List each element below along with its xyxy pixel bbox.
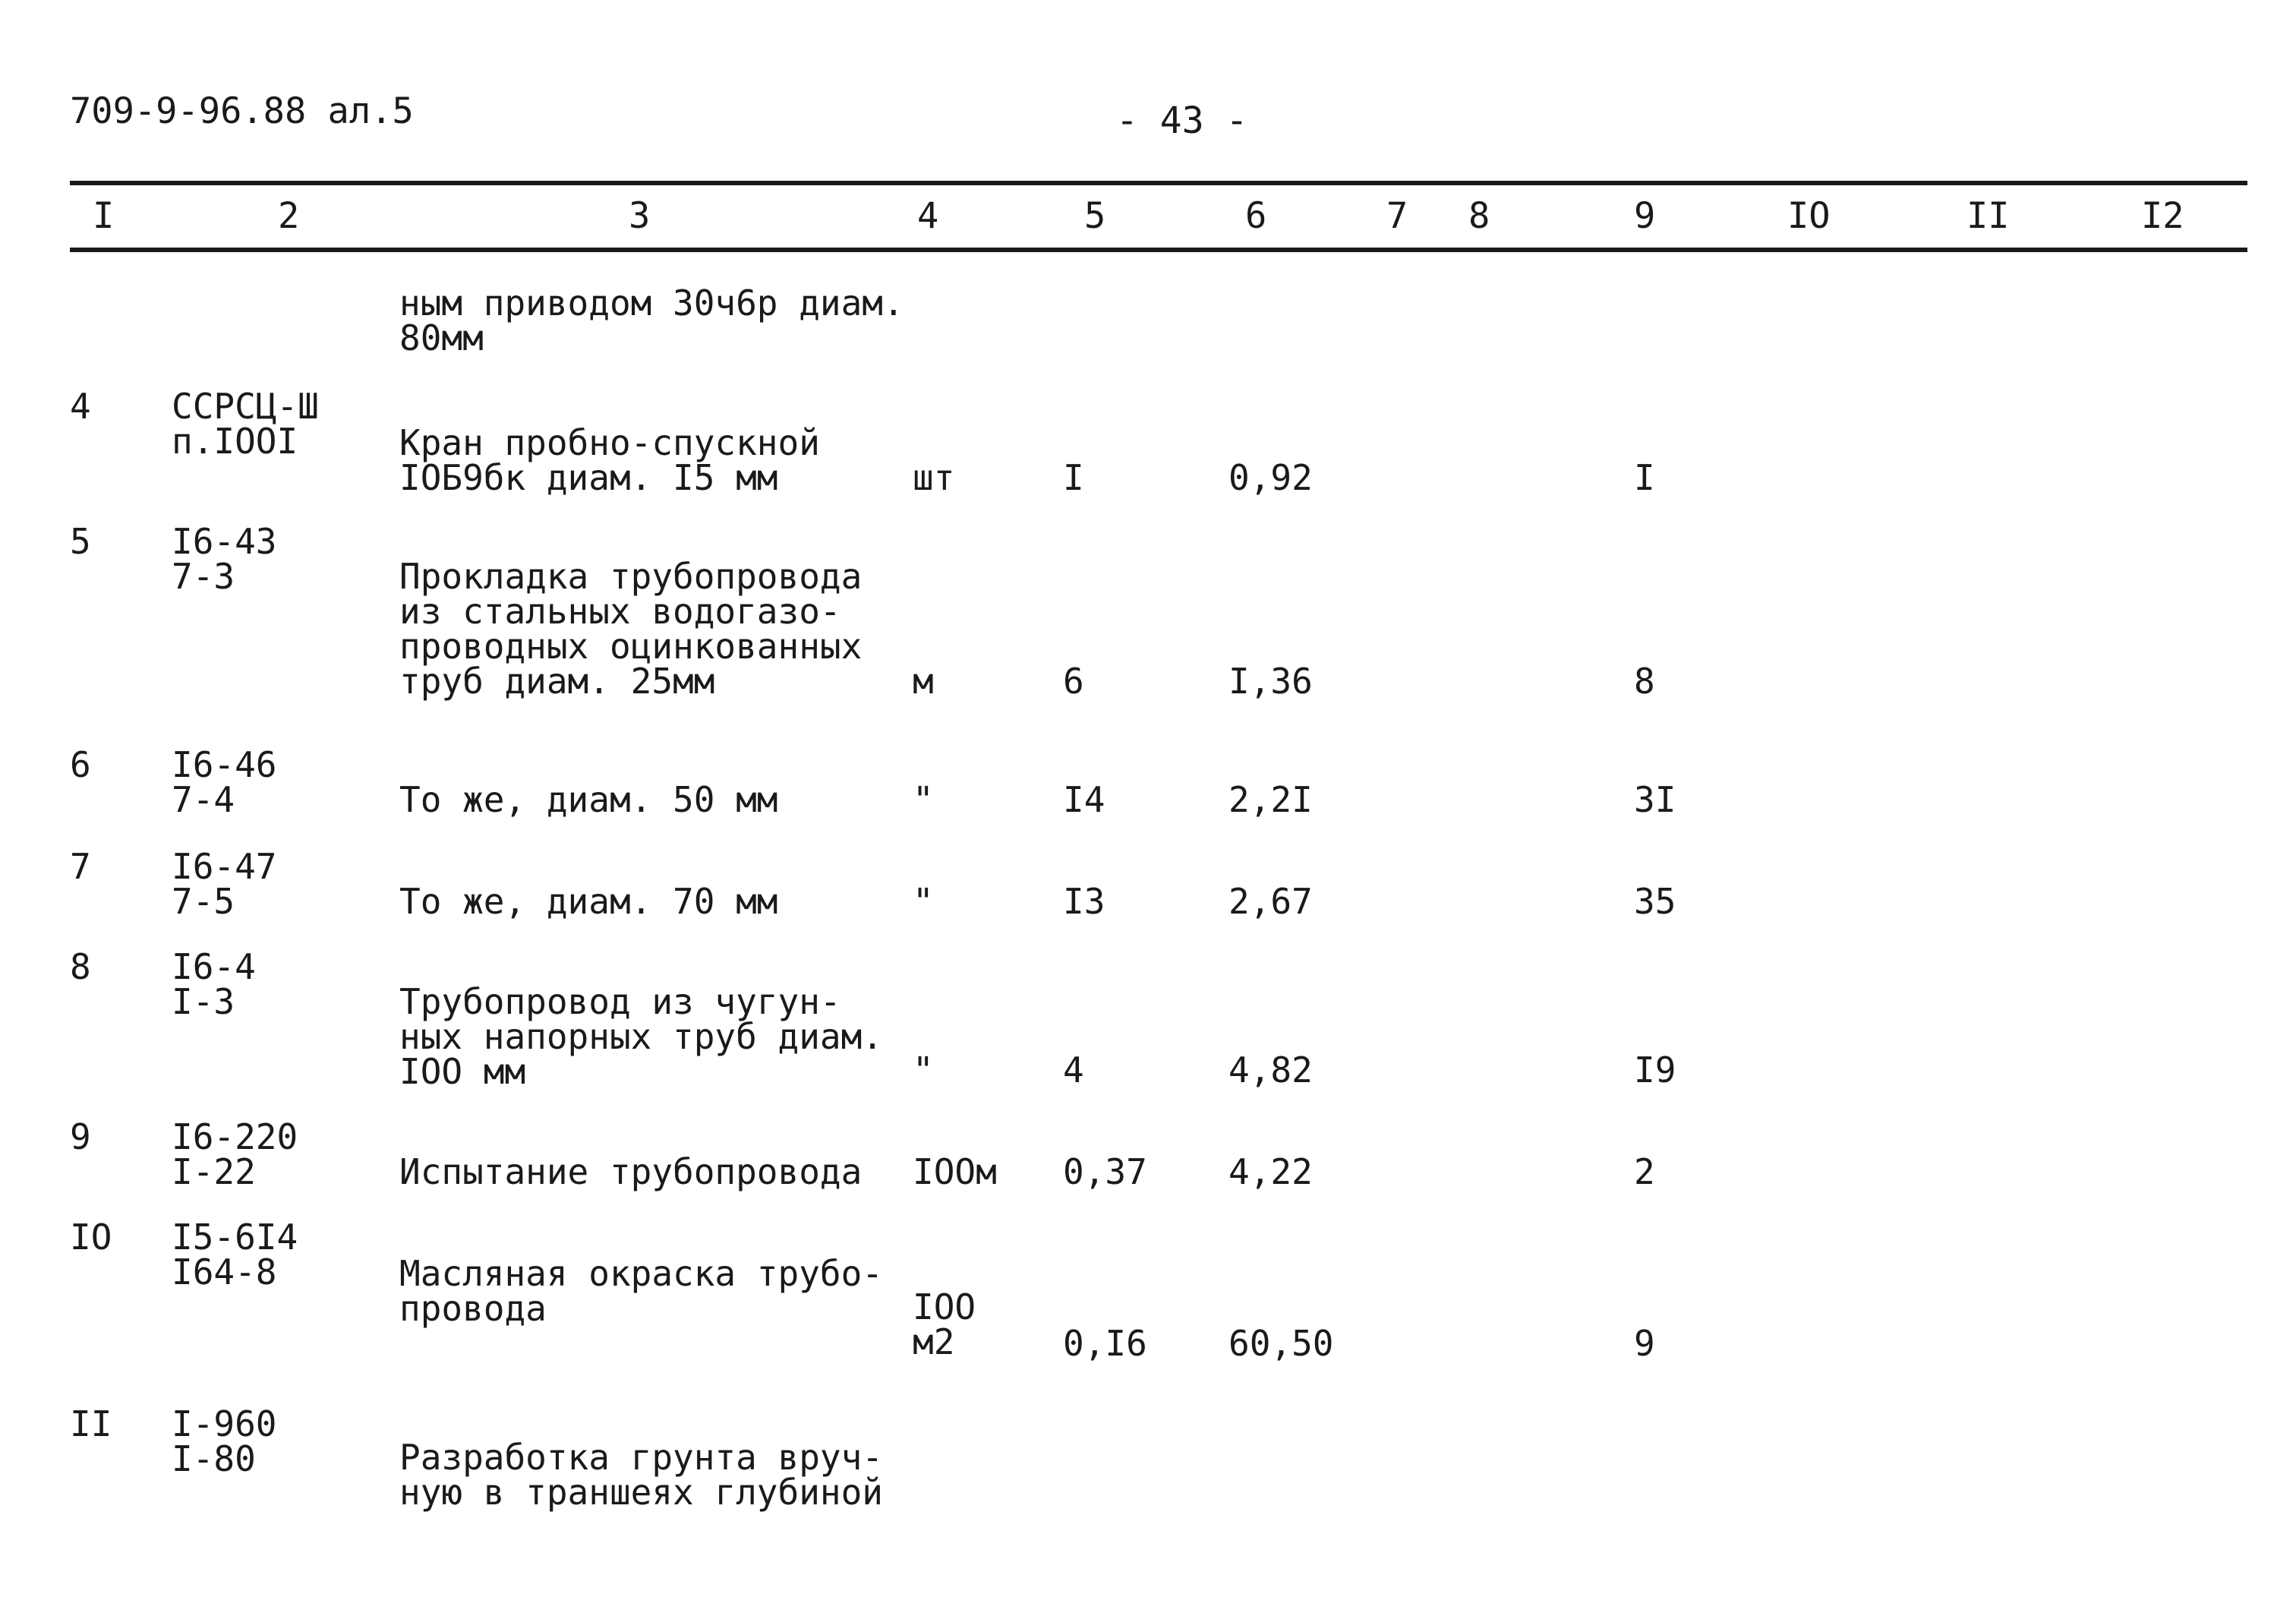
row-value: 4,22 [1228,1151,1313,1192]
row-unit: шт [913,457,955,498]
column-header-2: 2 [278,195,300,237]
row-unit: " [913,1049,934,1090]
column-header-8: 8 [1468,195,1490,237]
row-unit: IOO м2 [913,1286,976,1362]
row-total: 8 [1634,661,1655,702]
row-total: I [1634,457,1655,498]
row-total: I9 [1634,1049,1676,1090]
row-value: 4,82 [1228,1049,1313,1090]
document-code: 709-9-96.88 ал.5 [70,90,414,132]
row-value: I,36 [1228,661,1313,702]
row-unit: IOOм [913,1151,997,1192]
column-header-11: II [1966,195,2010,237]
row-total: 9 [1634,1323,1655,1364]
row-code: ССРСЦ-Ш п.IOOI [172,386,319,462]
row-code: I5-6I4 I64-8 [172,1217,298,1292]
row-value: 2,2I [1228,779,1313,820]
row-total: 2 [1634,1151,1655,1192]
column-header-3: 3 [629,195,651,237]
row-number: 9 [70,1116,91,1157]
row-code: I6-46 7-4 [172,744,277,820]
row-description: То же, диам. 50 мм [399,779,778,820]
row-code: I6-47 7-5 [172,846,277,922]
row-quantity: 4 [1063,1049,1084,1090]
row-quantity: I3 [1063,881,1105,922]
row-number: IO [70,1217,112,1258]
row-quantity: I [1063,457,1084,498]
row-quantity: 6 [1063,661,1084,702]
column-header-12: I2 [2141,195,2184,237]
row-description: То же, диам. 70 мм [399,881,778,922]
row-code: I-960 I-80 [172,1403,277,1479]
row-code: I6-4 I-3 [172,946,256,1022]
row-description: Кран пробно-спускной IОБ9бк диам. I5 мм [399,422,820,498]
row-total: 3I [1634,779,1676,820]
row-number: 5 [70,521,91,562]
row-unit: " [913,779,934,820]
row-unit: " [913,881,934,922]
row-description: ным приводом 30ч6р диам. 80мм [399,282,904,358]
row-code: I6-220 I-22 [172,1116,298,1192]
column-header-1: I [93,195,115,237]
column-header-4: 4 [917,195,939,237]
column-header-7: 7 [1386,195,1408,237]
row-unit: м [913,661,934,702]
row-quantity: 0,I6 [1063,1323,1147,1364]
row-value: 0,92 [1228,457,1313,498]
column-header-9: 9 [1634,195,1656,237]
row-description: Разработка грунта вруч- ную в траншеях глубиной [399,1437,883,1513]
row-total: 35 [1634,881,1676,922]
page-number: - 43 - [1116,99,1248,142]
row-quantity: I4 [1063,779,1105,820]
row-value: 2,67 [1228,881,1313,922]
row-value: 60,50 [1228,1323,1334,1364]
row-number: II [70,1403,112,1444]
row-number: 7 [70,846,91,887]
row-number: 8 [70,946,91,987]
column-header-5: 5 [1084,195,1106,237]
row-description: Трубопровод из чугун- ных напорных труб диам. IOO мм [399,981,883,1092]
table-header-rule [70,248,2247,252]
row-description: Испытание трубопровода [399,1151,863,1192]
row-code: I6-43 7-3 [172,521,277,597]
row-description: Масляная окраска трубо- провода [399,1253,883,1329]
column-header-6: 6 [1245,195,1267,237]
row-description: Прокладка трубопровода из стальных водогазо- проводных оцинкованных труб диам. 25мм [399,556,863,702]
row-quantity: 0,37 [1063,1151,1147,1192]
row-number: 6 [70,744,91,785]
table-top-rule [70,181,2247,185]
column-header-10: IO [1787,195,1831,237]
row-number: 4 [70,386,91,427]
